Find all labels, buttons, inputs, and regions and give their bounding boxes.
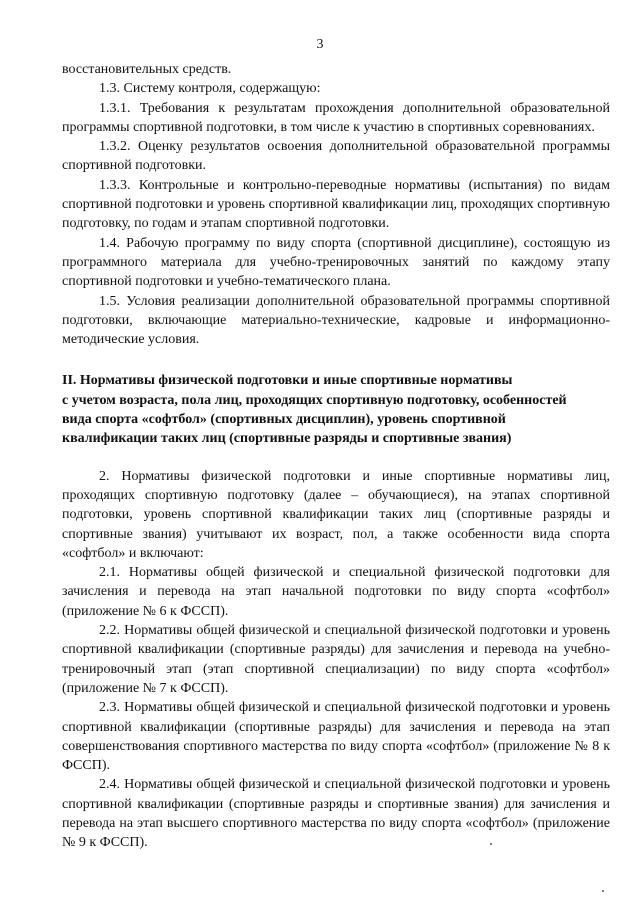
- paragraph: 1.3.1. Требования к результатам прохождения дополнительной образовательной программы спортивной подготовки, в том числе к участию в спортивных соревнованиях.: [62, 100, 610, 135]
- spacer: [62, 449, 610, 467]
- spacer: [62, 349, 610, 371]
- paragraph: 2.3. Нормативы общей физической и специальной физической подготовки и уровень спортивной квалификации (спортивные разряды) для зачисления и перевода на этап совершенствования спортивного мастерства по виду спорта «софтбол» (приложение № 8 к ФССП).: [62, 700, 610, 774]
- section-title-line: квалификации таких лиц (спортивные разряды и спортивные звания): [62, 431, 512, 447]
- document-body: [62, 60, 610, 853]
- paragraph: 1.3.3. Контрольные и контрольно-переводные нормативы (испытания) по видам спортивной подготовки и уровень спортивной квалификации лиц, проходящих спортивную подготовку, по годам и этапам спортивной подготовки.: [62, 177, 610, 232]
- page-number: 3: [316, 37, 324, 52]
- paragraph: 1.3. Систему контроля, содержащую:: [99, 81, 321, 97]
- paragraph: 2. Нормативы физической подготовки и иные спортивные нормативы лиц, проходящих спортивную подготовку (далее – обучающиеся), на этапах спортивной подготовки, уровень спортивной квалификации таких лиц (спортивные разряды и спортивные звания) учитывают их возраст, пол, а также особенности вида спорта «софтбол» и включают:: [62, 468, 610, 561]
- paragraph: 1.3.2. Оценку результатов освоения дополнительной образовательной программы спортивной подготовки.: [62, 139, 610, 174]
- scan-speck: [602, 890, 604, 892]
- section-title: [62, 371, 610, 448]
- section-title-line: II. Нормативы физической подготовки и иные спортивные нормативы: [62, 373, 513, 389]
- paragraph: восстановительных средств.: [62, 62, 232, 77]
- paragraph: 2.2. Нормативы общей физической и специальной физической подготовки и уровень спортивной квалификации (спортивные разряды) для зачисления и перевода на учебно-тренировочный этап (этап спортивной специализации) по виду спорта «софтбол» (приложение № 7 к ФССП).: [62, 623, 610, 696]
- paragraph: 1.5. Условия реализации дополнительной образовательной программы спортивной подготовки, включающие материально-технические, кадровые и информационно-методические условия.: [62, 293, 610, 348]
- paragraph: 2.4. Нормативы общей физической и специальной физической подготовки и уровень спортивной квалификации (спортивные разряды и спортивные звания) для зачисления и перевода на этап высшего спортивного мастерства по виду спорта «софтбол» (приложение № 9 к ФССП).: [62, 777, 610, 851]
- section-title-line: вида спорта «софтбол» (спортивных дисциплин), уровень спортивной: [62, 412, 506, 428]
- paragraph: 1.4. Рабочую программу по виду спорта (спортивной дисциплине), состоящую из программного материала для учебно-тренировочных занятий по каждому этапу спортивной подготовки и учебно-тематического плана.: [62, 235, 610, 290]
- section-title-line: с учетом возраста, пола лиц, проходящих спортивную подготовку, особенностей: [62, 392, 567, 408]
- scan-speck: [490, 843, 492, 845]
- paragraph: 2.1. Нормативы общей физической и специальной физической подготовки для зачисления и перевода на этап начальной подготовки по виду спорта «софтбол» (приложение № 6 к ФССП).: [62, 565, 610, 619]
